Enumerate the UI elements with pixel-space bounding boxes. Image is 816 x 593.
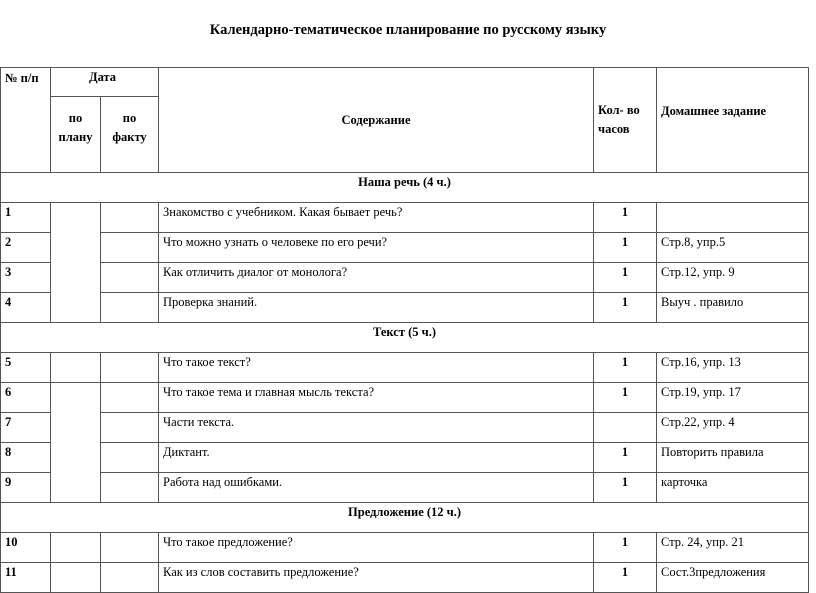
row-number: 7: [1, 413, 51, 443]
row-homework: Стр.19, упр. 17: [657, 383, 809, 413]
date-plan-cell: [51, 203, 101, 323]
row-homework: Стр.12, упр. 9: [657, 263, 809, 293]
date-fact-cell: [101, 233, 159, 263]
row-hours: 1: [594, 443, 657, 473]
row-hours: 1: [594, 383, 657, 413]
row-homework: Сост.3предложения: [657, 563, 809, 593]
date-plan-cell: [51, 563, 101, 593]
planning-table: [0, 67, 809, 593]
row-homework: Повторить правила: [657, 443, 809, 473]
header-date-fact: по факту: [101, 97, 159, 173]
header-date-plan: по плану: [51, 97, 101, 173]
row-homework: [657, 203, 809, 233]
table-row: [1, 413, 809, 443]
date-fact-cell: [101, 203, 159, 233]
row-number: 11: [1, 563, 51, 593]
section-title: Предложение (12 ч.): [1, 503, 809, 533]
header-date: Дата: [51, 68, 159, 97]
date-fact-cell: [101, 533, 159, 563]
date-fact-cell: [101, 353, 159, 383]
section-title: Текст (5 ч.): [1, 323, 809, 353]
row-hours: 1: [594, 203, 657, 233]
row-homework: Стр.22, упр. 4: [657, 413, 809, 443]
row-hours: 1: [594, 263, 657, 293]
row-hours: 1: [594, 233, 657, 263]
row-hours: [594, 413, 657, 443]
table-row: [1, 443, 809, 473]
table-row: [1, 473, 809, 503]
row-homework: карточка: [657, 473, 809, 503]
row-number: 5: [1, 353, 51, 383]
row-content: Работа над ошибками.: [159, 473, 594, 503]
table-row: [1, 563, 809, 593]
row-content: Диктант.: [159, 443, 594, 473]
header-hours: Кол- во часов: [594, 68, 657, 173]
table-row: [1, 233, 809, 263]
section-title: Наша речь (4 ч.): [1, 173, 809, 203]
row-number: 9: [1, 473, 51, 503]
row-content: Как из слов составить предложение?: [159, 563, 594, 593]
date-fact-cell: [101, 563, 159, 593]
row-number: 4: [1, 293, 51, 323]
table-row: [1, 293, 809, 323]
row-homework: Выуч . правило: [657, 293, 809, 323]
row-hours: 1: [594, 473, 657, 503]
date-fact-cell: [101, 293, 159, 323]
table-row: [1, 383, 809, 413]
date-plan-cell: [51, 353, 101, 383]
header-num: № п/п: [1, 68, 51, 173]
row-content: Что такое тема и главная мысль текста?: [159, 383, 594, 413]
row-content: Что можно узнать о человеке по его речи?: [159, 233, 594, 263]
date-fact-cell: [101, 443, 159, 473]
table-row: [1, 263, 809, 293]
row-number: 6: [1, 383, 51, 413]
row-number: 1: [1, 203, 51, 233]
table-row: [1, 203, 809, 233]
page-title: Календарно-тематическое планирование по русскому языку: [209, 22, 607, 38]
date-fact-cell: [101, 473, 159, 503]
row-content: Как отличить диалог от монолога?: [159, 263, 594, 293]
date-plan-cell: [51, 383, 101, 503]
row-homework: Стр. 24, упр. 21: [657, 533, 809, 563]
row-content: Части текста.: [159, 413, 594, 443]
header-homework: Домашнее задание: [657, 68, 809, 173]
table-row: [1, 353, 809, 383]
table-row: [1, 533, 809, 563]
row-hours: 1: [594, 293, 657, 323]
row-content: Что такое предложение?: [159, 533, 594, 563]
date-fact-cell: [101, 413, 159, 443]
row-content: Что такое текст?: [159, 353, 594, 383]
row-number: 10: [1, 533, 51, 563]
date-fact-cell: [101, 263, 159, 293]
header-content: Содержание: [159, 68, 594, 173]
row-number: 2: [1, 233, 51, 263]
row-number: 3: [1, 263, 51, 293]
row-hours: 1: [594, 353, 657, 383]
row-number: 8: [1, 443, 51, 473]
row-content: Проверка знаний.: [159, 293, 594, 323]
row-hours: 1: [594, 563, 657, 593]
row-homework: Стр.8, упр.5: [657, 233, 809, 263]
row-homework: Стр.16, упр. 13: [657, 353, 809, 383]
date-fact-cell: [101, 383, 159, 413]
date-plan-cell: [51, 533, 101, 563]
row-hours: 1: [594, 533, 657, 563]
row-content: Знакомство с учебником. Какая бывает речь?: [159, 203, 594, 233]
